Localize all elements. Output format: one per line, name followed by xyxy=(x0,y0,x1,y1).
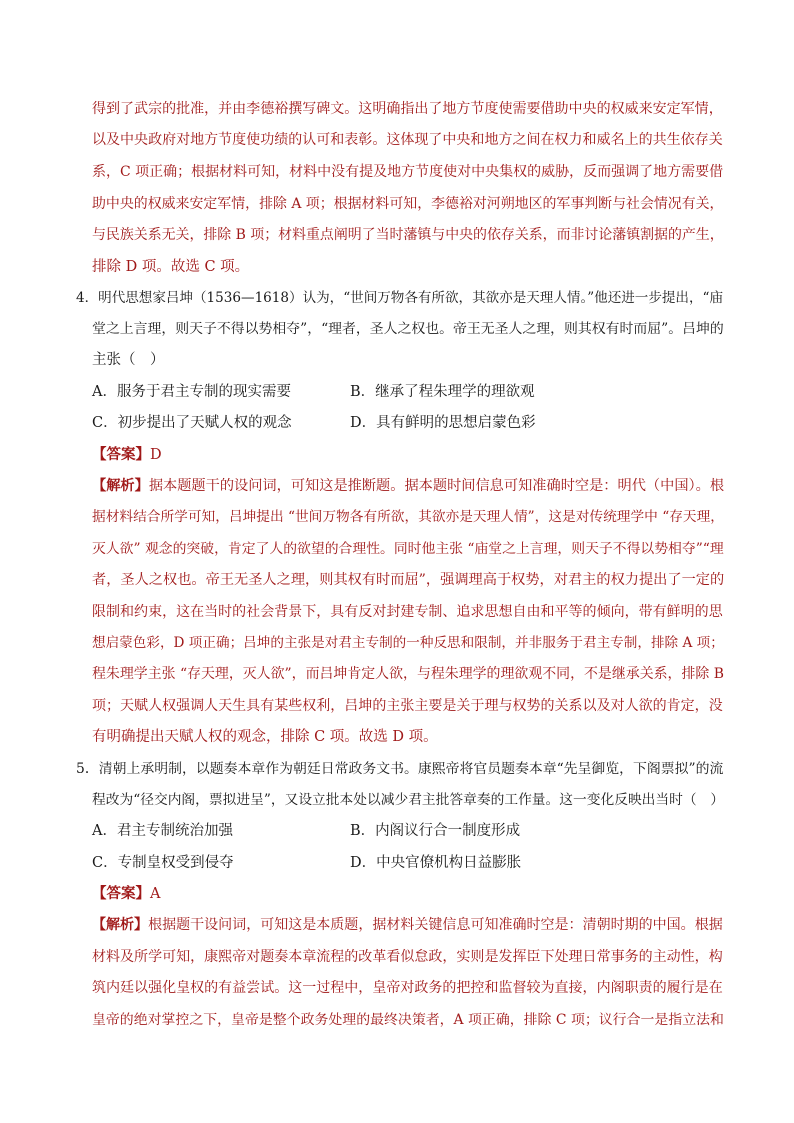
q5-option-d: D．中央官僚机构日益膨胀 xyxy=(350,855,522,871)
q5-stem-line: 5．清朝上承明制，以题奏本章作为朝廷日常政务文书。康熙帝将官员题奏本章“先呈御览，下阁票拟”的流 xyxy=(76,761,724,777)
answer-value: D xyxy=(150,447,162,463)
q5-analysis-line: 材料及所学可知，康熙帝对题奏本章流程的改革看似怠政，实则是发挥臣下处理日常事务的主动性，构 xyxy=(92,949,723,965)
q3-analysis-line: 与民族关系无关，排除 B 项；材料重点阐明了当时藩镇与中央的依存关系，而非讨论藩镇割据的产生， xyxy=(92,227,724,243)
q4-analysis-line: 有明确提出天赋人权的观念，排除 C 项。故选 D 项。 xyxy=(92,729,438,745)
q4-option-b: B．继承了程朱理学的理欲观 xyxy=(350,384,535,400)
q4-analysis-line: 程朱理学主张 “存天理，灭人欲”，而吕坤肯定人欲，与程朱理学的理欲观不同，不是继承关系，排除 B xyxy=(92,666,724,682)
q5-answer-row xyxy=(92,882,160,906)
q5-analysis-line: 根据题干设问词，可知这是本质题，据材料关键信息可知准确时空是：清朝时期的中国。根据 xyxy=(148,917,723,933)
q4-analysis-line: 者，圣人之权也。帝王无圣人之理，则其权有时而屈”，强调理高于权势，对君主的权力提出了一定的 xyxy=(92,572,725,588)
q5-option-c: C．专制皇权受到侵夺 xyxy=(92,855,234,871)
q4-analysis-row xyxy=(92,474,724,498)
q3-analysis-line: 排除 D 项。故选 C 项。 xyxy=(92,259,250,275)
q5-analysis-row xyxy=(92,913,723,937)
q4-stem-line: 主张（ ） xyxy=(92,352,165,368)
analysis-tag: 【解析】 xyxy=(92,478,149,494)
q4-analysis-line: 灭人欲” 观念的突破，肯定了人的欲望的合理性。同时他主张 “庙堂之上言理，则天子不得以势相夺”“理 xyxy=(92,541,724,557)
q5-option-b: B．内阁议行合一制度形成 xyxy=(350,823,521,839)
q4-stem-line: 堂之上言理，则天子不得以势相夺”，“理者，圣人之权也。帝王无圣人之理，则其权有时而屈”。吕坤的 xyxy=(92,321,724,337)
q5-analysis-line: 筑内廷以强化皇权的有益尝试。这一过程中，皇帝对政务的把控和监督较为直接，内阁职责的履行是在 xyxy=(92,980,723,996)
q4-stem-line: 4．明代思想家吕坤（1536—1618）认为，“世间万物各有所欲，其欲亦是天理人情。”他还进一步提出，“庙 xyxy=(76,290,723,306)
answer-value: A xyxy=(150,886,161,902)
q4-answer-row xyxy=(92,443,162,467)
analysis-tag: 【解析】 xyxy=(92,917,149,933)
q4-analysis-line: 限制和约束，这在当时的社会背景下，具有反对封建专制、追求思想自由和平等的倾向，带有鲜明的思 xyxy=(92,604,723,620)
q3-analysis-line: 系，C 项正确；根据材料可知，材料中没有提及地方节度使对中央集权的威胁，反而强调了地方需要借 xyxy=(92,164,724,180)
q4-analysis-line: 想启蒙色彩，D 项正确；吕坤的主张是对君主专制的一种反思和限制，并非服务于君主专制，排除 A 项； xyxy=(92,635,724,651)
q3-analysis-line: 得到了武宗的批准，并由李德裕撰写碑文。这明确指出了地方节度使需要借助中央的权威来安定军情， xyxy=(92,101,723,117)
q4-analysis-line: 据本题题干的设问词，可知这是推断题。据本题时间信息可知准确时空是：明代（中国）。根 xyxy=(148,478,725,494)
q5-option-a: A．君主专制统治加强 xyxy=(92,823,233,839)
q3-analysis-line: 助中央的权威来安定军情，排除 A 项；根据材料可知，李德裕对河朔地区的军事判断与社会情况有关， xyxy=(92,196,724,212)
q3-analysis-line: 以及中央政府对地方节度使功绩的认可和表彰。这体现了中央和地方之间在权力和威名上的共生依存关 xyxy=(92,132,723,148)
q4-option-d: D．具有鲜明的思想启蒙色彩 xyxy=(350,415,536,431)
q4-option-a: A．服务于君主专制的现实需要 xyxy=(92,384,291,400)
q5-analysis-line: 皇帝的绝对掌控之下，皇帝是整个政务处理的最终决策者，A 项正确，排除 C 项；议行合一是指立法和 xyxy=(92,1012,724,1028)
q4-analysis-line: 项；天赋人权强调人天生具有某些权利，吕坤的主张主要是关于理与权势的关系以及对人欲的肯定，没 xyxy=(92,698,723,714)
q5-stem-line: 程改为“径交内阁，票拟进呈”，又设立批本处以减少君主批答章奏的工作量。这一变化反映出当时（ ） xyxy=(92,792,725,808)
q4-analysis-line: 据材料结合所学可知，吕坤提出 “世间万物各有所欲，其欲亦是天理人情”，这是对传统理学中 “存天理， xyxy=(92,509,724,525)
q4-option-c: C．初步提出了天赋人权的观念 xyxy=(92,415,292,431)
answer-tag: 【答案】 xyxy=(92,885,150,902)
answer-tag: 【答案】 xyxy=(92,446,150,463)
